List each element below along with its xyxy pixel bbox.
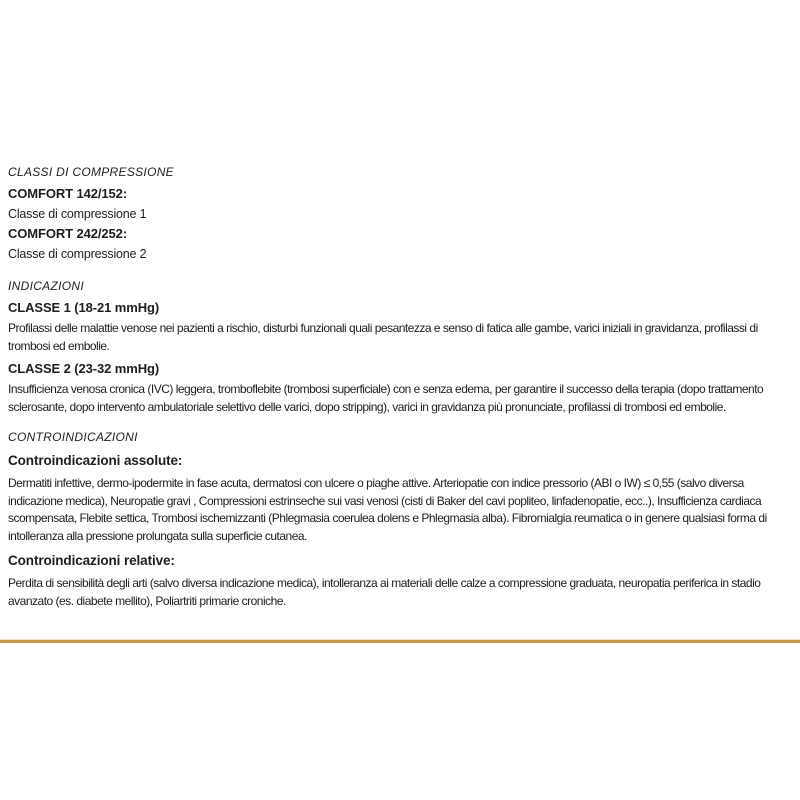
variant-label-comfort-142-152: COMFORT 142/152: [8,186,128,201]
entry-body-classe-2: Insufficienza venosa cronica (IVC) leggera, tromboflebite (trombosi superficiale) con e senza edema, per garantire il successo della terapia (dopo trattamento sclerosante, dopo intervento ambulatoriale selettivo delle varici, dopo stripping), varici in gravidanza più pronunciate, profilassi di trombosi ed embolie. [8,382,764,414]
description-content [8,165,792,628]
section-heading-controindicazioni: CONTROINDICAZIONI [8,430,138,444]
subheading-controindicazioni-relative: Controindicazioni relative: [8,553,175,568]
section-heading-classi-di-compressione: CLASSI DI COMPRESSIONE [8,165,174,179]
section-heading-indicazioni: INDICAZIONI [8,279,84,293]
variant-value-classe-1: Classe di compressione 1 [8,207,147,221]
variant-value-classe-2: Classe di compressione 2 [8,247,147,261]
subheading-controindicazioni-assolute: Controindicazioni assolute: [8,453,183,468]
section-indicazioni [8,279,792,416]
body-controindicazioni-assolute: Dermatiti infettive, dermo-ipodermite in fase acuta, dermatosi con ulcere o piaghe attive. Arteriopatie con indice pressorio (ABI o IW) ≤ 0,55 (salvo diversa indicazione medica), Neuropatie gravi , Compressioni estrinseche sui vasi venosi (cisti di Baker del cavi popliteo, linfadenopatie, ecc..), Insufficienza cardiaca scompensata, Flebite settica, Trombosi ischemizzanti (Phlegmasia coerulea dolens e Phlegmasia alba). Fibromialgia reumatica o in genere qualsiasi forma di intolleranza alla pressione prolungata sulla superficie cutanea. [8,476,767,543]
section-controindicazioni [8,430,792,610]
body-controindicazioni-relative: Perdita di sensibilità degli arti (salvo diversa indicazione medica), intolleranza ai materiali delle calze a compressione graduata, neuropatia periferica in stadio avanzato (es. diabete mellito), Poliartriti primarie croniche. [8,576,761,608]
entry-title-classe-2: CLASSE 2 (23-32 mmHg) [8,361,160,376]
section-classi-di-compressione [8,165,792,261]
entry-body-classe-1: Profilassi delle malattie venose nei pazienti a rischio, disturbi funzionali quali pesantezza e senso di fatica alle gambe, varici iniziali in gravidanza, profilassi di trombosi ed embolie. [8,321,758,353]
variant-label-comfort-242-252: COMFORT 242/252: [8,226,128,241]
entry-title-classe-1: CLASSE 1 (18-21 mmHg) [8,300,160,315]
divider-gold-line [0,639,800,643]
